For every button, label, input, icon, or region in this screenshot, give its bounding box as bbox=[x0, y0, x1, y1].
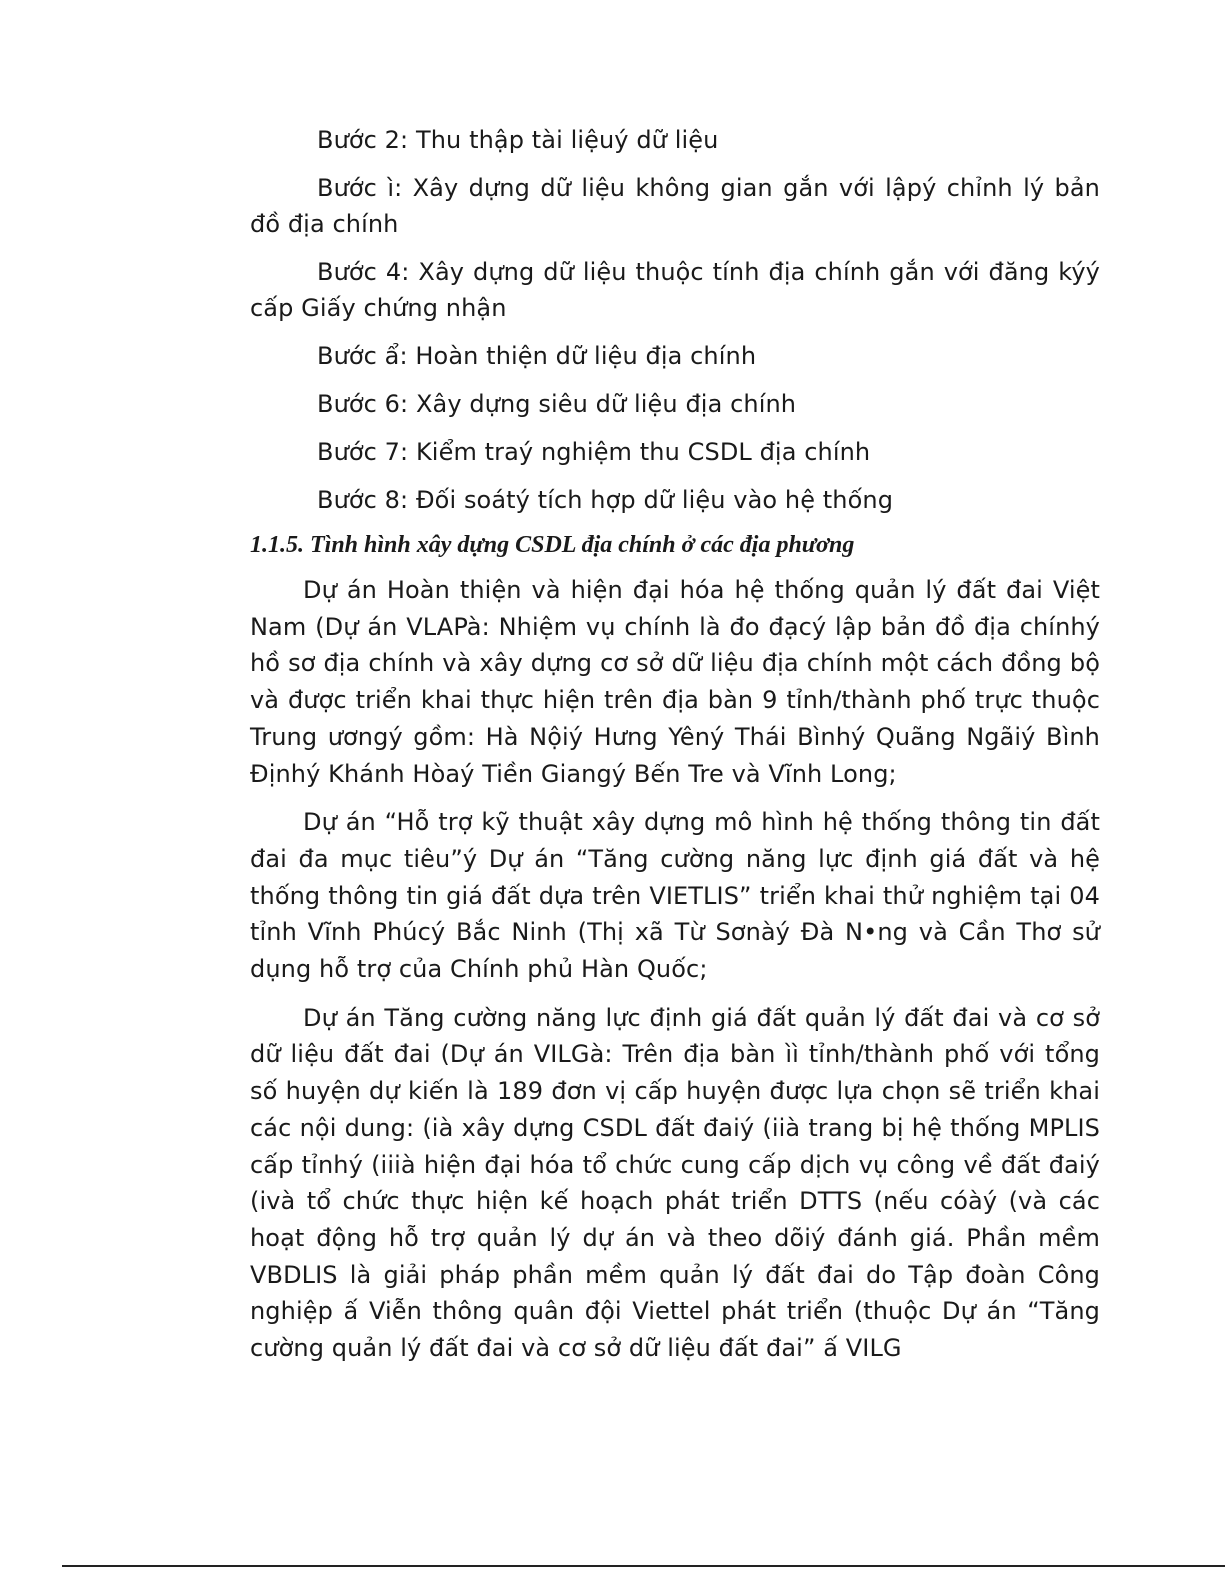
step-5: Bước ẩ: Hoàn thiện dữ liệu địa chính bbox=[317, 342, 757, 370]
step-6: Bước 6: Xây dựng siêu dữ liệu địa chính bbox=[317, 390, 797, 418]
section-heading: 1.1.5. Tình hình xây dựng CSDL địa chính ở các địa phương bbox=[250, 532, 855, 558]
page-bottom-rule bbox=[62, 1565, 1225, 1567]
step-8: Bước 8: Đối soátý tích hợp dữ liệu vào hệ thống bbox=[317, 486, 894, 514]
step-3: Bước ì: Xây dựng dữ liệu không gian gắn với lậpý chỉnh lý bản đồ địa chính bbox=[250, 174, 1100, 238]
paragraph-vietlis: Dự án “Hỗ trợ kỹ thuật xây dựng mô hình hệ thống thông tin đất đai đa mục tiêu”ý Dự án “Tăng cường năng lực định giá đất và hệ thống thông tin giá đất dựa trên VIETLIS” triển khai thử nghiệm tại 04 tỉnh Vĩnh Phúcý Bắc Ninh (Thị xã Từ Sơnàý Đà N•ng và Cần Thơ sử dụng hỗ trợ của Chính phủ Hàn Quốc; bbox=[250, 808, 1100, 984]
step-7: Bước 7: Kiểm traý nghiệm thu CSDL địa chính bbox=[317, 438, 871, 466]
paragraph-vilg: Dự án Tăng cường năng lực định giá đất quản lý đất đai và cơ sở dữ liệu đất đai (Dự án VILGà: Trên địa bàn ìì tỉnh/thành phố với tổng số huyện dự kiến là 189 đơn vị cấp huyện được lựa chọn sẽ triển khai các nội dung: (ià xây dựng CSDL đất đaiý (iià trang bị hệ thống MPLIS cấp tỉnhý (iiià hiện đại hóa tổ chức cung cấp dịch vụ công về đất đaiý (ivà tổ chức thực hiện kế hoạch phát triển DTTS (nếu cóàý (và các hoạt động hỗ trợ quản lý dự án và theo dõiý đánh giá. Phần mềm VBDLIS là giải pháp phần mềm quản lý đất đai do Tập đoàn Công nghiệp ấ Viễn thông quân đội Viettel phát triển (thuộc Dự án “Tăng cường quản lý đất đai và cơ sở dữ liệu đất đai” ấ VILG bbox=[250, 1003, 1100, 1363]
paragraph-vlap: Dự án Hoàn thiện và hiện đại hóa hệ thống quản lý đất đai Việt Nam (Dự án VLAPà: Nhiệm vụ chính là đo đạcý lập bản đồ địa chínhý hồ sơ địa chính và xây dựng cơ sở dữ liệu địa chính một cách đồng bộ và được triển khai thực hiện trên địa bàn 9 tỉnh/thành phố trực thuộc Trung ươngý gồm: Hà Nộiý Hưng Yêný Thái Bìnhý Quãng Ngãiý Bình Địnhý Khánh Hòaý Tiền Giangý Bến Tre và Vĩnh Long; bbox=[250, 576, 1100, 788]
step-4: Bước 4: Xây dựng dữ liệu thuộc tính địa chính gắn với đăng kýý cấp Giấy chứng nhận bbox=[250, 258, 1100, 322]
step-2: Bước 2: Thu thập tài liệuý dữ liệu bbox=[317, 126, 719, 154]
document-page bbox=[250, 122, 1100, 1379]
